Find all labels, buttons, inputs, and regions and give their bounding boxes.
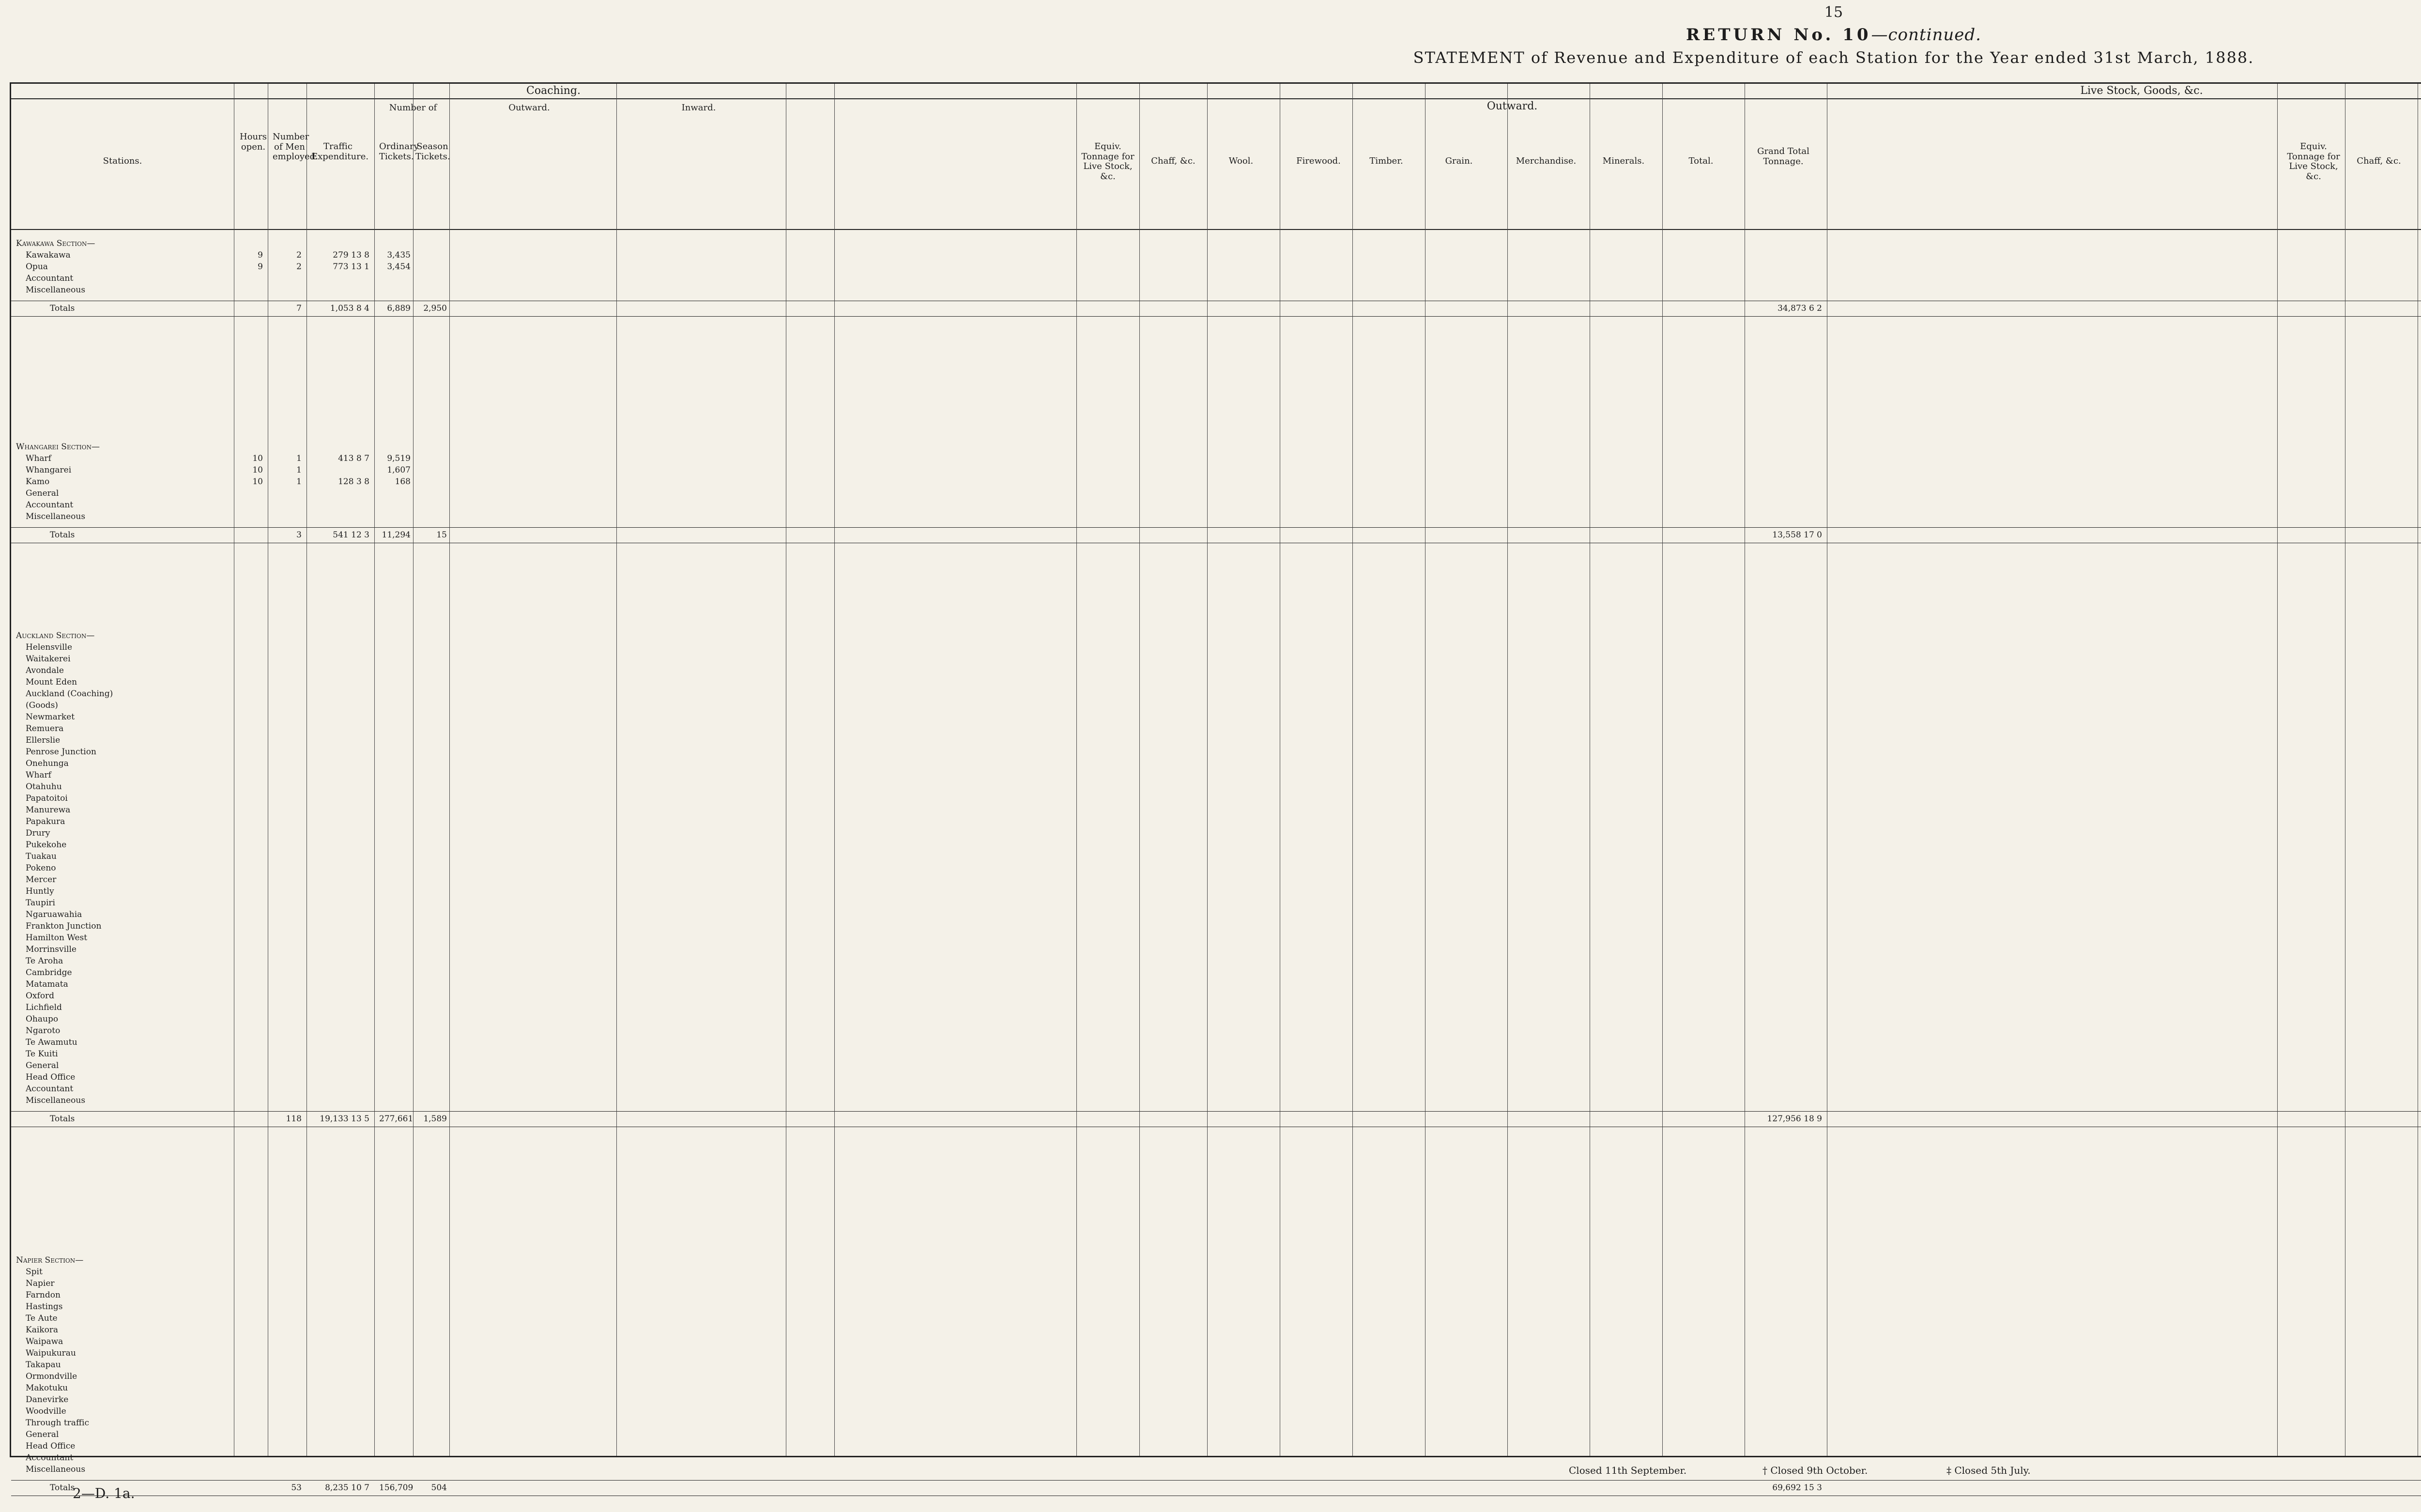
station-name: Head Office [26,1441,76,1451]
totals-cell: 19,133 13 5 [320,1114,369,1124]
station-name: Wharf [26,454,51,463]
coaching-inward-header: Inward. [681,103,716,113]
totals-cell: 504 [431,1483,447,1493]
station-name: Tuakau [26,852,57,861]
season-tickets-header: Season Tickets. [415,141,450,162]
column-rule [1076,84,1077,1456]
grand-total-header: Grand Total Tonnage. [1757,146,1809,167]
station-name: Oxford [26,991,55,1001]
table-cell: 413 8 7 [338,454,369,463]
station-name: Hastings [26,1302,63,1312]
table-cell: 2 [296,262,302,272]
table-cell: 10 [252,477,263,487]
station-name: Miscellaneous [26,285,86,295]
section-rule [11,316,2421,317]
totals-cell: 7 [296,304,302,313]
station-name: Waitakerei [26,654,71,664]
totals-rule [11,527,2421,528]
station-name: Frankton Junction [26,921,102,931]
column-rule [1507,84,1508,1456]
station-name: Woodville [26,1406,66,1416]
station-name: Opua [26,262,48,272]
column-rule [1352,84,1353,1456]
coaching-outward-header: Outward. [508,103,550,113]
totals-cell: 53 [291,1483,302,1493]
livestock-group-header: Live Stock, Goods, &c. [2080,85,2203,97]
column-rule [449,84,450,1456]
totals-label: Totals [50,1114,75,1124]
totals-cell: 15 [436,530,447,540]
table-cell: 773 13 1 [333,262,369,272]
table-cell: 279 13 8 [333,250,369,260]
station-name: Cambridge [26,968,72,977]
coaching-group-header: Coaching. [526,85,581,97]
table-cell: 10 [252,465,263,475]
grain-header: Grain. [1445,156,1473,166]
hours-header: Hours open. [240,132,267,152]
firewood-header: Firewood. [1296,156,1341,166]
traffic-expenditure-header: Traffic Expenditure. [311,141,369,162]
station-name: Papatoitoi [26,794,68,803]
totals-cell: 156,709 [379,1483,414,1493]
column-rule [374,84,375,1456]
section-title: Napier Section— [16,1255,84,1265]
totals-cell: 1,053 8 4 [330,304,369,313]
totals-cell: 127,956 18 9 [1767,1114,1822,1124]
totals-cell: 8,235 10 7 [325,1483,369,1493]
station-name: Manurewa [26,805,71,815]
station-name: Te Awamutu [26,1038,77,1047]
station-name: Accountant [26,274,74,283]
table-cell: 3,435 [387,250,411,260]
station-name: Te Aute [26,1313,58,1323]
totals-cell: 6,889 [387,304,411,313]
totals-cell: 34,873 6 2 [1777,304,1822,313]
outward-total-header: Total. [1688,156,1714,166]
table-cell: 9 [258,262,263,272]
stations-header: Stations. [103,156,142,166]
station-name: Mount Eden [26,677,77,687]
goods-outward-header: Outward. [1486,100,1538,112]
section-title: Kawakawa Section— [16,239,95,248]
station-name: Ngaroto [26,1026,61,1036]
station-name: Miscellaneous [26,512,86,521]
totals-cell: 1,589 [423,1114,447,1124]
totals-label: Totals [50,530,75,540]
station-name: Huntly [26,886,54,896]
section-title: Auckland Section— [16,631,95,641]
station-name: Newmarket [26,712,75,722]
station-name: Kaikora [26,1325,59,1335]
return-title: RETURN No. 10—continued. [1686,25,1981,45]
footnote-3: ‡ Closed 5th July. [1946,1465,2031,1476]
footnote-2: † Closed 9th October. [1762,1465,1868,1476]
station-name: Te Aroha [26,956,63,966]
station-name: Farndon [26,1290,61,1300]
station-name: Accountant [26,1453,74,1463]
table-cell: 10 [252,454,263,463]
wool-header: Wool. [1228,156,1254,166]
section-title: Whangarei Section— [16,442,100,452]
station-name: Pukekohe [26,840,67,850]
station-name: Avondale [26,666,64,675]
statement-title: STATEMENT of Revenue and Expenditure of each Station for the Year ended 31st March, 1888. [1413,48,2254,67]
totals-cell: 69,692 15 3 [1772,1483,1822,1493]
chaff-header: Chaff, &c. [1151,156,1195,166]
station-name: Accountant [26,1084,74,1094]
totals-rule [11,1480,2421,1481]
station-name: Waipawa [26,1337,63,1346]
station-name: Onehunga [26,759,69,768]
station-name: Penrose Junction [26,747,96,757]
station-name: Morrinsville [26,945,77,954]
totals-cell: 13,558 17 0 [1772,530,1822,540]
totals-cell: 541 12 3 [333,530,369,540]
station-name: Makotuku [26,1383,68,1393]
station-name: General [26,489,59,498]
station-name: Miscellaneous [26,1465,86,1474]
inward-chaff-header: Chaff, &c. [2357,156,2401,166]
merchandise-header: Merchandise. [1516,156,1577,166]
column-rule [1662,84,1663,1456]
station-name: Ellerslie [26,735,61,745]
station-name: Te Kuiti [26,1049,58,1059]
station-name: Through traffic [26,1418,89,1428]
station-name: Papakura [26,817,65,826]
station-name: Ormondville [26,1372,77,1381]
station-name: Otahuhu [26,782,62,792]
bottom-reference: 2—D. 1a. [73,1485,135,1501]
totals-cell: 3 [296,530,302,540]
station-name: Auckland (Coaching) [26,689,113,699]
station-name: Lichfield [26,1003,62,1012]
minerals-header: Minerals. [1602,156,1645,166]
station-name: General [26,1430,59,1439]
ordinary-tickets-header: Ordinary Tickets. [379,141,419,162]
totals-cell: 277,661 [379,1114,414,1124]
table-cell: 1 [296,454,302,463]
table-cell: 2 [296,250,302,260]
totals-cell: 118 [286,1114,302,1124]
column-rule [306,84,307,1456]
station-name: Wharf [26,770,51,780]
totals-label: Totals [50,304,75,313]
table-cell: 3,454 [387,262,411,272]
inward-equiv-header: Equiv. Tonnage for Live Stock, &c. [2287,141,2340,182]
station-name: Ohaupo [26,1014,59,1024]
station-name: Whangarei [26,465,72,475]
number-of-header: Number of [389,103,437,113]
column-rule [616,84,617,1456]
station-name: Matamata [26,979,68,989]
totals-cell: 11,294 [382,530,411,540]
table-cell: 9,519 [387,454,411,463]
table-cell: 128 3 8 [338,477,369,487]
table-cell: 1,607 [387,465,411,475]
timber-header: Timber. [1369,156,1403,166]
station-name: Head Office [26,1072,76,1082]
equiv-tonnage-header: Equiv. Tonnage for Live Stock, &c. [1081,141,1134,182]
station-name: Helensville [26,642,73,652]
station-name: Napier [26,1279,55,1288]
column-rule [413,84,414,1456]
column-rule [1207,84,1208,1456]
column-rule [834,84,835,1456]
totals-cell: 2,950 [423,304,447,313]
station-name: Miscellaneous [26,1096,86,1105]
station-name: (Goods) [26,701,58,710]
station-name: Pokeno [26,863,56,873]
column-rule [1139,84,1140,1456]
totals-rule [11,1111,2421,1112]
table-cell: 9 [258,250,263,260]
goods-inward-header [2287,100,2421,112]
station-name: Kamo [26,477,50,487]
station-name: Remuera [26,724,64,733]
table-cell: 1 [296,465,302,475]
footnote-1: Closed 11th September. [1569,1465,1687,1476]
station-name: Kawakawa [26,250,71,260]
station-name: Taupiri [26,898,55,908]
table-cell: 168 [395,477,411,487]
station-name: Accountant [26,500,74,510]
station-name: Danevirke [26,1395,69,1405]
station-name: Mercer [26,875,57,885]
totals-label: Totals [50,1483,75,1493]
table-cell: 1 [296,477,302,487]
station-name: Takapau [26,1360,61,1370]
column-rule [2277,84,2278,1456]
station-name: Ngaruawahia [26,910,82,919]
station-name: Drury [26,828,50,838]
station-name: Waipukurau [26,1348,76,1358]
page-number: 15 [1824,4,1843,21]
station-name: General [26,1061,59,1070]
station-name: Hamilton West [26,933,88,943]
station-name: Spit [26,1267,43,1277]
men-header: Number of Men employed. [273,132,318,162]
